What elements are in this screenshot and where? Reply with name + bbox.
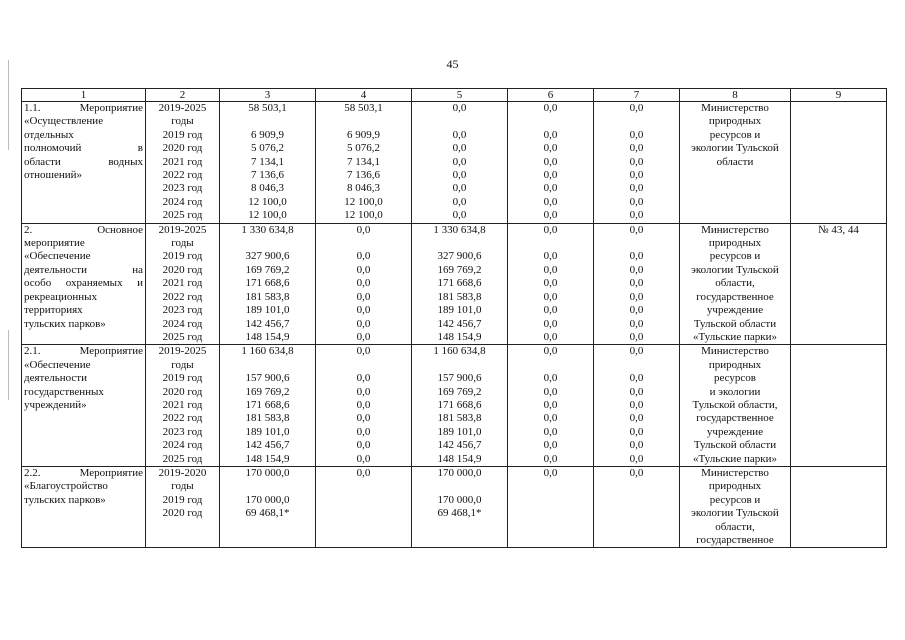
amount-cell-c3-line: 69 468,1* xyxy=(245,507,290,520)
amount-cell-c5-line: 148 154,9 xyxy=(437,452,482,465)
amount-cell-c7-line: 0,0 xyxy=(629,290,644,303)
amount-cell-c4-line: 6 909,9 xyxy=(347,128,380,141)
period-cell-line: 2019 год xyxy=(162,372,203,385)
amount-cell-c7-line: 0,0 xyxy=(629,304,644,317)
period-cell-line: 2019-2025 xyxy=(158,345,207,358)
amount-cell-c3-line: 1 330 634,8 xyxy=(241,223,294,236)
period-cell-line: 2021 год xyxy=(162,398,203,411)
executor-cell xyxy=(680,345,791,467)
amount-cell-c4-line: 0,0 xyxy=(356,439,371,452)
amount-cell-c6-line: 0,0 xyxy=(543,169,558,182)
amount-cell-c7-line: 0,0 xyxy=(629,439,644,452)
executor-cell-line: Министерство xyxy=(701,466,769,479)
executor-cell-line: ресурсов и xyxy=(709,250,761,263)
amount-cell-c6-line: 0,0 xyxy=(543,304,558,317)
amount-cell-c6 xyxy=(508,466,594,547)
period-cell-line: 2019 год xyxy=(162,250,203,263)
amount-cell-c7 xyxy=(594,102,680,224)
amount-cell-c6-line: 0,0 xyxy=(543,128,558,141)
column-header: 5 xyxy=(412,89,508,102)
table-row xyxy=(22,102,887,224)
amount-cell-c7-line: 0,0 xyxy=(629,155,644,168)
amount-cell-c4-line xyxy=(318,507,409,520)
activity-name-cell xyxy=(22,466,146,547)
page-number: 45 xyxy=(446,57,459,71)
executor-cell-line: Тульской области xyxy=(693,439,777,452)
executor-cell-line: экологии Тульской xyxy=(691,263,779,276)
amount-cell-c5-line: 157 900,6 xyxy=(437,372,482,385)
amount-cell-c6-line: 0,0 xyxy=(543,263,558,276)
amount-cell-c5-line: 169 769,2 xyxy=(437,263,482,276)
amount-cell-c3-line: 327 900,6 xyxy=(245,250,290,263)
activity-name-cell-line: «Обеспечение xyxy=(24,250,91,263)
amount-cell-c3-line: 58 503,1 xyxy=(248,102,287,114)
period-cell-line: 2024 год xyxy=(162,195,203,208)
amount-cell-c4-line: 58 503,1 xyxy=(344,102,383,114)
amount-cell-c7-line: 0,0 xyxy=(629,372,644,385)
amount-cell-c3-line: 12 100,0 xyxy=(248,209,287,222)
amount-cell-c7-line xyxy=(596,480,677,493)
executor-cell-line: экологии Тульской xyxy=(691,142,779,155)
executor-cell-line: учреждение xyxy=(706,304,764,317)
activity-name-cell-line: 1.1. Мероприятие xyxy=(24,102,143,114)
period-cell-line: 2019-2020 xyxy=(158,466,207,479)
amount-cell-c4-line: 0,0 xyxy=(356,372,371,385)
amount-cell-c7-line: 0,0 xyxy=(629,182,644,195)
amount-cell-c4-line: 0,0 xyxy=(356,290,371,303)
amount-cell-c4-line: 0,0 xyxy=(356,250,371,263)
amount-cell-c5-line: 69 468,1* xyxy=(437,507,482,520)
executor-cell-line: Министерство xyxy=(701,102,769,114)
executor-cell-line: «Тульские парки» xyxy=(693,330,777,343)
amount-cell-c6 xyxy=(508,223,594,345)
amount-cell-c7-line: 0,0 xyxy=(629,317,644,330)
amount-cell-c4-line: 0,0 xyxy=(356,330,371,343)
period-cell-line: 2023 год xyxy=(162,304,203,317)
amount-cell-c7-line xyxy=(596,494,677,507)
executor-cell xyxy=(680,102,791,224)
executor-cell xyxy=(680,223,791,345)
amount-cell-c6-line: 0,0 xyxy=(543,412,558,425)
executor-cell xyxy=(680,466,791,547)
amount-cell-c6-line: 0,0 xyxy=(543,182,558,195)
activity-name-cell xyxy=(22,223,146,345)
executor-cell-line: и экологии xyxy=(709,385,761,398)
period-cell-line: 2025 год xyxy=(162,330,203,343)
amount-cell-c3-line: 7 136,6 xyxy=(251,169,284,182)
amount-cell-c4-line: 7 136,6 xyxy=(347,169,380,182)
column-header: 3 xyxy=(220,89,316,102)
activity-name-cell-line: мероприятие xyxy=(24,237,85,250)
activity-name-cell xyxy=(22,345,146,467)
amount-cell-c4-line: 5 076,2 xyxy=(347,142,380,155)
amount-cell-c3-line: 170 000,0 xyxy=(245,493,290,506)
amount-cell-c6-line xyxy=(510,115,591,128)
amount-cell-c3-line: 7 134,1 xyxy=(251,155,284,168)
amount-cell-c4-line xyxy=(318,480,409,493)
amount-cell-c5-line: 0,0 xyxy=(452,195,467,208)
amount-cell-c7-line: 0,0 xyxy=(629,250,644,263)
amount-cell-c4 xyxy=(316,223,412,345)
amount-cell-c6-line: 0,0 xyxy=(543,372,558,385)
amount-cell-c5-line: 142 456,7 xyxy=(437,439,482,452)
period-cell-line: 2023 год xyxy=(162,182,203,195)
period-cell-line: 2020 год xyxy=(162,507,203,520)
activity-name-cell-line: государственных xyxy=(24,385,104,398)
amount-cell-c5-line: 148 154,9 xyxy=(437,330,482,343)
period-cell-line: 2019 год xyxy=(162,128,203,141)
amount-cell-c5-line: 327 900,6 xyxy=(437,250,482,263)
amount-cell-c5 xyxy=(412,102,508,224)
period-cell-line: 2021 год xyxy=(162,277,203,290)
executor-cell-line: государственное xyxy=(696,412,774,425)
amount-cell-c4 xyxy=(316,345,412,467)
table-row xyxy=(22,345,887,467)
executor-cell-line: природных xyxy=(708,480,762,493)
activity-name-cell-line: 2.2. Мероприятие xyxy=(24,466,143,479)
amount-cell-c4-line: 0,0 xyxy=(356,277,371,290)
amount-cell-c7-line: 0,0 xyxy=(629,452,644,465)
table-body xyxy=(22,102,887,548)
amount-cell-c5-line: 169 769,2 xyxy=(437,385,482,398)
amount-cell-c4-line: 0,0 xyxy=(356,263,371,276)
amount-cell-c7-line: 0,0 xyxy=(629,277,644,290)
amount-cell-c7 xyxy=(594,466,680,547)
amount-cell-c3-line: 169 769,2 xyxy=(245,385,290,398)
activity-name-cell-line: «Осуществление xyxy=(24,115,104,128)
amount-cell-c6-line: 0,0 xyxy=(543,317,558,330)
amount-cell-c6-line xyxy=(510,494,591,507)
period-cell-line: 2022 год xyxy=(162,290,203,303)
amount-cell-c6-line: 0,0 xyxy=(543,398,558,411)
executor-cell-line: Министерство xyxy=(701,223,769,236)
amount-cell-c6-line: 0,0 xyxy=(543,385,558,398)
amount-cell-c4-line: 0,0 xyxy=(356,304,371,317)
activity-name-cell-line: рекреационных xyxy=(24,290,98,303)
amount-cell-c3-line: 189 101,0 xyxy=(245,304,290,317)
amount-cell-c5-line: 170 000,0 xyxy=(437,493,482,506)
amount-cell-c3-line xyxy=(222,237,313,250)
amount-cell-c7-line: 0,0 xyxy=(629,466,644,479)
amount-cell-c4-line xyxy=(318,115,409,128)
amount-cell-c4-line: 0,0 xyxy=(356,452,371,465)
amount-cell-c6-line: 0,0 xyxy=(543,425,558,438)
executor-cell-line: ресурсов xyxy=(714,372,756,385)
period-cell-line: 2022 год xyxy=(162,412,203,425)
amount-cell-c4-line xyxy=(318,359,409,372)
table-row xyxy=(22,223,887,345)
amount-cell-c7-line: 0,0 xyxy=(629,209,644,222)
amount-cell-c4-line: 12 100,0 xyxy=(344,209,383,222)
column-header: 4 xyxy=(316,89,412,102)
activity-name-cell-line: «Обеспечение xyxy=(24,358,91,371)
amount-cell-c3-line: 181 583,8 xyxy=(245,290,290,303)
amount-cell-c5-line: 171 668,6 xyxy=(437,277,482,290)
activity-name-cell-line: полномочий в xyxy=(24,142,143,155)
executor-cell-line: учреждение xyxy=(706,425,764,438)
indicator-cell xyxy=(791,345,887,467)
amount-cell-c4 xyxy=(316,466,412,547)
amount-cell-c3-line: 1 160 634,8 xyxy=(241,345,294,358)
column-header: 2 xyxy=(146,89,220,102)
amount-cell-c4-line: 0,0 xyxy=(356,345,371,358)
amount-cell-c7-line: 0,0 xyxy=(629,345,644,358)
amount-cell-c3-line: 171 668,6 xyxy=(245,398,290,411)
activity-name-cell-line: 2. Основное xyxy=(24,223,143,236)
period-cell-line: годы xyxy=(171,480,194,493)
indicator-cell xyxy=(791,466,887,547)
indicator-cell xyxy=(791,102,887,224)
activity-name-cell-line: деятельности на xyxy=(24,263,143,276)
amount-cell-c5-line: 181 583,8 xyxy=(437,412,482,425)
period-cell-line: 2025 год xyxy=(162,452,203,465)
executor-cell-line: природных xyxy=(708,358,762,371)
activity-name-cell-line: области водных xyxy=(24,155,143,168)
amount-cell-c5-line xyxy=(414,115,505,128)
amount-cell-c6-line: 0,0 xyxy=(543,439,558,452)
amount-cell-c7-line: 0,0 xyxy=(629,263,644,276)
amount-cell-c7-line xyxy=(596,115,677,128)
amount-cell-c5-line: 0,0 xyxy=(452,169,467,182)
amount-cell-c5-line: 0,0 xyxy=(452,182,467,195)
amount-cell-c7-line: 0,0 xyxy=(629,425,644,438)
period-cell-line: 2024 год xyxy=(162,439,203,452)
header-row xyxy=(22,89,887,102)
amount-cell-c4-line: 7 134,1 xyxy=(347,155,380,168)
executor-cell-line: Министерство xyxy=(701,345,769,358)
amount-cell-c6-line: 0,0 xyxy=(543,277,558,290)
amount-cell-c5-line: 189 101,0 xyxy=(437,425,482,438)
activity-name-cell-line: 2.1. Мероприятие xyxy=(24,345,143,358)
executor-cell-line: области, xyxy=(715,277,755,290)
amount-cell-c7 xyxy=(594,223,680,345)
amount-cell-c3-line: 8 046,3 xyxy=(251,182,284,195)
amount-cell-c4 xyxy=(316,102,412,224)
amount-cell-c3-line: 170 000,0 xyxy=(245,466,290,479)
amount-cell-c3-line: 142 456,7 xyxy=(245,439,290,452)
amount-cell-c4-line: 0,0 xyxy=(356,385,371,398)
scan-edge-mark xyxy=(8,60,9,150)
amount-cell-c6-line: 0,0 xyxy=(543,223,558,236)
amount-cell-c5-line: 1 160 634,8 xyxy=(433,345,486,358)
amount-cell-c6-line xyxy=(510,507,591,520)
executor-cell-line: ресурсов и xyxy=(709,128,761,141)
period-cell-line: 2020 год xyxy=(162,263,203,276)
amount-cell-c5-line: 181 583,8 xyxy=(437,290,482,303)
amount-cell-c3-line: 6 909,9 xyxy=(251,128,284,141)
period-cell-line: 2019 год xyxy=(162,493,203,506)
amount-cell-c6-line: 0,0 xyxy=(543,102,558,114)
activity-name-cell-line: отношений» xyxy=(24,169,83,182)
amount-cell-c3 xyxy=(220,102,316,224)
period-cell xyxy=(146,102,220,224)
period-cell xyxy=(146,223,220,345)
activity-name-cell-line: учреждений» xyxy=(24,398,87,411)
amount-cell-c3-line: 171 668,6 xyxy=(245,277,290,290)
budget-table xyxy=(21,88,887,548)
amount-cell-c4-line: 12 100,0 xyxy=(344,195,383,208)
amount-cell-c3-line: 12 100,0 xyxy=(248,195,287,208)
activity-name-cell-line: особо охраняемых и xyxy=(24,277,143,290)
activity-name-cell-line: «Благоустройство xyxy=(24,480,108,493)
amount-cell-c4-line: 0,0 xyxy=(356,425,371,438)
executor-cell-line: государственное xyxy=(696,290,774,303)
amount-cell-c4-line: 8 046,3 xyxy=(347,182,380,195)
amount-cell-c7-line: 0,0 xyxy=(629,195,644,208)
amount-cell-c6-line: 0,0 xyxy=(543,290,558,303)
activity-name-cell-line: деятельности xyxy=(24,372,87,385)
amount-cell-c7-line: 0,0 xyxy=(629,102,644,114)
amount-cell-c4-line xyxy=(318,494,409,507)
activity-name-cell-line: территориях xyxy=(24,304,83,317)
amount-cell-c3-line: 181 583,8 xyxy=(245,412,290,425)
period-cell-line: 2019-2025 xyxy=(158,102,207,114)
amount-cell-c3 xyxy=(220,223,316,345)
amount-cell-c4-line xyxy=(318,237,409,250)
activity-name-cell-line: тульских парков» xyxy=(24,317,106,330)
period-cell-line: 2020 год xyxy=(162,385,203,398)
amount-cell-c6 xyxy=(508,102,594,224)
amount-cell-c3-line: 169 769,2 xyxy=(245,263,290,276)
amount-cell-c4-line: 0,0 xyxy=(356,466,371,479)
period-cell-line: 2021 год xyxy=(162,155,203,168)
amount-cell-c3-line: 189 101,0 xyxy=(245,425,290,438)
period-cell-line: годы xyxy=(171,358,194,371)
amount-cell-c3-line xyxy=(222,480,313,493)
amount-cell-c7-line: 0,0 xyxy=(629,142,644,155)
amount-cell-c7-line: 0,0 xyxy=(629,398,644,411)
amount-cell-c7-line xyxy=(596,359,677,372)
amount-cell-c5-line: 142 456,7 xyxy=(437,317,482,330)
amount-cell-c5-line: 170 000,0 xyxy=(437,466,482,479)
amount-cell-c7-line: 0,0 xyxy=(629,128,644,141)
period-cell-line: 2024 год xyxy=(162,317,203,330)
activity-name-cell-line: тульских парков» xyxy=(24,493,106,506)
executor-cell-line: области, xyxy=(715,520,755,533)
activity-name-cell-line: отдельных xyxy=(24,128,74,141)
period-cell-line: годы xyxy=(171,115,194,128)
amount-cell-c5-line: 189 101,0 xyxy=(437,304,482,317)
amount-cell-c5-line: 0,0 xyxy=(452,209,467,222)
amount-cell-c5-line: 171 668,6 xyxy=(437,398,482,411)
amount-cell-c5-line: 1 330 634,8 xyxy=(433,223,486,236)
amount-cell-c6-line: 0,0 xyxy=(543,155,558,168)
amount-cell-c6-line xyxy=(510,480,591,493)
amount-cell-c7-line: 0,0 xyxy=(629,223,644,236)
executor-cell-line: области xyxy=(716,155,754,168)
executor-cell-line: Тульской области xyxy=(693,317,777,330)
amount-cell-c6-line: 0,0 xyxy=(543,250,558,263)
executor-cell-line: экологии Тульской xyxy=(691,507,779,520)
amount-cell-c4-line: 0,0 xyxy=(356,317,371,330)
amount-cell-c6-line: 0,0 xyxy=(543,195,558,208)
amount-cell-c6 xyxy=(508,345,594,467)
column-header: 6 xyxy=(508,89,594,102)
column-header: 7 xyxy=(594,89,680,102)
amount-cell-c6-line: 0,0 xyxy=(543,345,558,358)
period-cell-line: годы xyxy=(171,237,194,250)
period-cell-line: 2023 год xyxy=(162,425,203,438)
amount-cell-c5 xyxy=(412,466,508,547)
column-header: 9 xyxy=(791,89,887,102)
amount-cell-c3 xyxy=(220,345,316,467)
amount-cell-c6-line: 0,0 xyxy=(543,452,558,465)
amount-cell-c3-line xyxy=(222,359,313,372)
scan-edge-mark xyxy=(8,330,9,400)
executor-cell-line: Тульской области, xyxy=(692,398,778,411)
amount-cell-c3-line: 5 076,2 xyxy=(251,142,284,155)
amount-cell-c6-line: 0,0 xyxy=(543,209,558,222)
period-cell-line: 2019-2025 xyxy=(158,223,207,236)
amount-cell-c4-line: 0,0 xyxy=(356,398,371,411)
amount-cell-c3-line xyxy=(222,115,313,128)
amount-cell-c5-line xyxy=(414,359,505,372)
amount-cell-c7 xyxy=(594,345,680,467)
amount-cell-c6-line: 0,0 xyxy=(543,466,558,479)
amount-cell-c7-line: 0,0 xyxy=(629,385,644,398)
amount-cell-c3-line: 142 456,7 xyxy=(245,317,290,330)
amount-cell-c5-line xyxy=(414,480,505,493)
amount-cell-c5 xyxy=(412,345,508,467)
amount-cell-c5 xyxy=(412,223,508,345)
executor-cell-line: природных xyxy=(708,115,762,128)
activity-name-cell xyxy=(22,102,146,224)
executor-cell-line: природных xyxy=(708,237,762,250)
amount-cell-c7-line: 0,0 xyxy=(629,330,644,343)
period-cell-line: 2025 год xyxy=(162,209,203,222)
amount-cell-c6-line: 0,0 xyxy=(543,330,558,343)
amount-cell-c5-line: 0,0 xyxy=(452,128,467,141)
indicator-cell: № 43, 44 xyxy=(791,223,887,345)
amount-cell-c7-line xyxy=(596,507,677,520)
amount-cell-c6-line: 0,0 xyxy=(543,142,558,155)
amount-cell-c4-line: 0,0 xyxy=(356,223,371,236)
amount-cell-c3-line: 148 154,9 xyxy=(245,330,290,343)
amount-cell-c4-line: 0,0 xyxy=(356,412,371,425)
column-header: 1 xyxy=(22,89,146,102)
amount-cell-c3-line: 157 900,6 xyxy=(245,372,290,385)
executor-cell-line: ресурсов и xyxy=(709,493,761,506)
executor-cell-line: государственное xyxy=(696,534,774,546)
column-header: 8 xyxy=(680,89,791,102)
amount-cell-c3-line: 148 154,9 xyxy=(245,452,290,465)
amount-cell-c5-line: 0,0 xyxy=(452,102,467,114)
amount-cell-c5-line: 0,0 xyxy=(452,142,467,155)
amount-cell-c7-line: 0,0 xyxy=(629,412,644,425)
amount-cell-c7-line: 0,0 xyxy=(629,169,644,182)
executor-cell-line: «Тульские парки» xyxy=(693,452,777,465)
amount-cell-c5-line xyxy=(414,237,505,250)
amount-cell-c3 xyxy=(220,466,316,547)
period-cell xyxy=(146,466,220,547)
amount-cell-c5-line: 0,0 xyxy=(452,155,467,168)
amount-cell-c6-line xyxy=(510,359,591,372)
period-cell-line: 2020 год xyxy=(162,142,203,155)
table-row xyxy=(22,466,887,547)
amount-cell-c7-line xyxy=(596,237,677,250)
period-cell xyxy=(146,345,220,467)
amount-cell-c6-line xyxy=(510,237,591,250)
period-cell-line: 2022 год xyxy=(162,169,203,182)
